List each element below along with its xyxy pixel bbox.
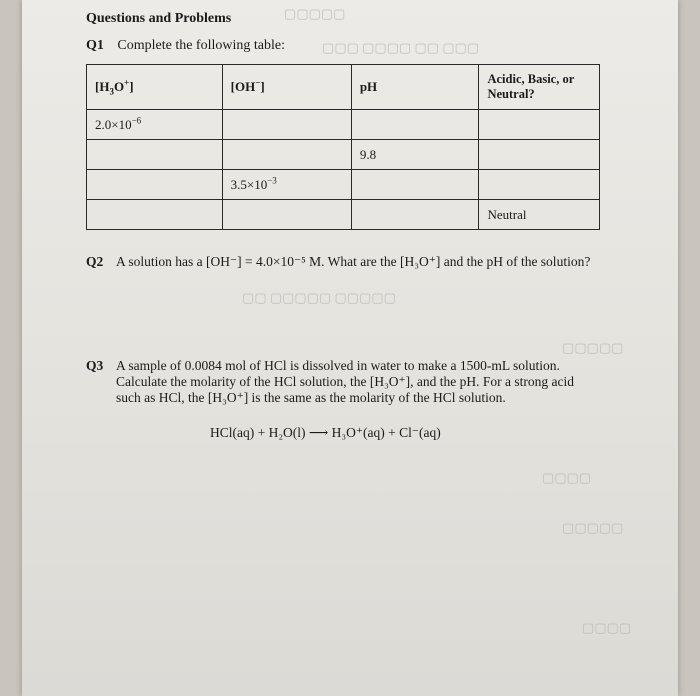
question-2-text: A solution has a [OH⁻] = 4.0×10⁻⁵ M. What are the [H₃O⁺] and the pH of the solution? xyxy=(116,254,591,269)
question-3 xyxy=(86,358,601,406)
bleed-through-text: ▢▢▢▢▢ ▢▢▢▢▢ ▢▢ xyxy=(242,290,396,305)
question-1-label: Q1 xyxy=(86,38,104,53)
table-row xyxy=(87,170,600,200)
table-cell[interactable] xyxy=(351,110,479,140)
table-header-row xyxy=(87,65,600,110)
table-cell[interactable] xyxy=(87,200,223,230)
acid-base-table xyxy=(86,64,600,230)
table-cell[interactable]: $3.5\times 10^{-3}$ xyxy=(222,170,351,200)
bleed-through-text: ▢▢▢▢ xyxy=(582,620,632,635)
bleed-through-text: ▢▢▢▢ xyxy=(542,470,592,485)
header-ph: pH xyxy=(351,65,479,110)
question-2 xyxy=(86,254,601,270)
header-classification: Acidic, Basic, or Neutral? xyxy=(479,65,600,110)
header-oh: [OH−] xyxy=(222,65,351,110)
reaction-equation: HCl(aq) + H₂O(l) ⟶ H₃O⁺(aq) + Cl⁻(aq) xyxy=(210,425,441,440)
question-3-label: Q3 xyxy=(86,358,104,373)
question-1-prompt xyxy=(86,38,285,54)
question-2-label: Q2 xyxy=(86,254,104,269)
header-h3o: $[H_3O^+]$ xyxy=(87,65,223,110)
question-3-text: A sample of 0.0084 mol of HCl is dissolved in water to make a 1500-mL solution. Calculate the molarity of the HCl solution, the [H₃O⁺], and the pH. For a strong acid such as HCl, the [H₃O⁺] is the same as the molarity of the HCl solution. xyxy=(116,358,574,405)
bleed-through-text: ▢▢▢▢▢ xyxy=(562,340,624,355)
table-cell[interactable] xyxy=(479,140,600,170)
table-cell[interactable] xyxy=(222,140,351,170)
table-cell[interactable] xyxy=(222,110,351,140)
table-cell[interactable] xyxy=(479,110,600,140)
table-cell[interactable]: 9.8 xyxy=(351,140,479,170)
section-heading: Questions and Problems xyxy=(86,11,232,26)
table-cell[interactable] xyxy=(351,170,479,200)
bleed-through-text: ▢▢▢▢▢ xyxy=(562,520,624,535)
table-row xyxy=(87,200,600,230)
table-row xyxy=(87,110,600,140)
table-cell[interactable]: Neutral xyxy=(479,200,600,230)
table-cell[interactable]: $2.0\times 10^{-6}$ xyxy=(87,110,223,140)
table-cell[interactable] xyxy=(87,170,223,200)
table-cell[interactable] xyxy=(222,200,351,230)
question-1-text: Complete the following table: xyxy=(117,38,285,53)
bleed-through-text: ▢▢▢▢▢ xyxy=(284,6,346,21)
bleed-through-text: ▢▢▢ ▢▢ ▢▢▢▢ ▢▢▢ xyxy=(322,40,480,55)
table-cell[interactable] xyxy=(479,170,600,200)
table-row xyxy=(87,140,600,170)
table-cell[interactable] xyxy=(351,200,479,230)
table-cell[interactable] xyxy=(87,140,223,170)
